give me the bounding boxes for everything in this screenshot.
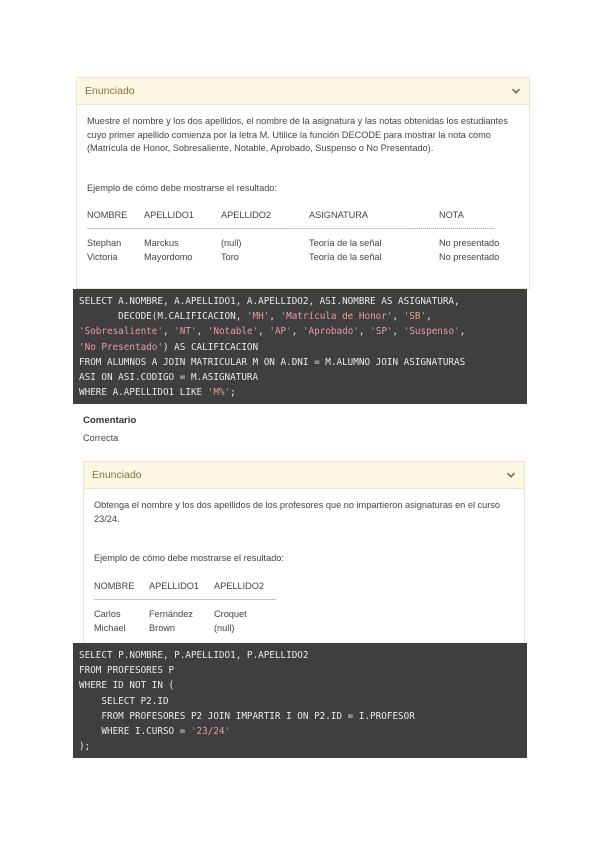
code-string: 'AP' [269,326,292,338]
code-line: ASI ON ASI.CODIGO = M.ASIGNATURA [79,372,259,384]
code-line: WHERE I.CURSO = [79,726,191,738]
example-title: Ejemplo de cómo debe mostrarse el resultado: [87,182,277,193]
cell: Michael [94,622,126,633]
sql-code-block-2 [73,643,527,758]
example-title: Ejemplo de cómo debe mostrarse el resultado: [94,553,284,563]
code-string: 'M%' [207,387,231,399]
table-row [94,608,284,622]
code-line: SELECT P.NOMBRE, P.APELLIDO1, P.APELLIDO2 [79,650,309,661]
code-string: 'No Presentado' [79,341,163,353]
example-result-table [94,580,284,636]
code-line: SELECT P2.ID [79,695,169,707]
cell: Victoria [87,252,118,263]
statement-text: Obtenga el nombre y los dos apellidos de los profesores que no impartieron asignaturas en el curso 23/24. [94,500,501,524]
column-header: APELLIDO2 [214,580,265,591]
chevron-down-icon[interactable] [506,470,516,480]
comment-text: Correcta [83,433,119,443]
code-string: 'Suspenso' [403,326,460,338]
code-string: 'Matrícula de Honor' [280,311,393,323]
column-header: NOMBRE [94,580,135,591]
code-line: ; [230,387,236,399]
cell: No presentado [439,238,500,249]
column-header: ASIGNATURA [309,210,369,221]
statement-header-label: Enunciado [92,469,142,481]
code-string: 'SB' [403,311,427,323]
code-string: 'NT' [174,326,197,338]
cell: Fernández [149,608,193,619]
code-line: FROM PROFESORES P [79,665,175,677]
column-header: APELLIDO1 [149,580,200,591]
table-row [94,622,284,636]
statement-card-1 [76,77,530,289]
statement-header-2[interactable] [84,462,524,489]
statement-text: Muestre el nombre y los dos apellidos, el nombre de la asignatura y las notas obtenidas los estudiantes cuyo primer apellido comienza por la letra M. Utilice la función DECODE para mostrar la nota como (Matrícula de Honor, Sobresaliente, Notable, Aprobado, Suspenso o No Presentado). [87,116,508,153]
column-header: NOTA [439,210,464,221]
code-string: 'Notable' [207,326,259,338]
code-string: 'Aprobado' [302,326,359,338]
cell: Stephan [87,238,122,249]
cell: (null) [214,622,235,633]
column-header: APELLIDO1 [144,210,195,221]
statement-header-1[interactable] [77,78,529,105]
code-line: SELECT A.NOMBRE, A.APELLIDO1, A.APELLIDO2, ASI.NOMBRE AS ASIGNATURA, [79,296,460,307]
column-header: APELLIDO2 [221,210,272,221]
cell: Carlos [94,608,121,619]
code-line: ) AS CALIFICACION [162,341,259,353]
cell: Brown [149,622,176,633]
example-result-table [87,209,517,265]
cell: Croquet [214,608,247,619]
cell: Marckus [144,238,179,249]
code-line: FROM PROFESORES P2 JOIN IMPARTIR I ON P2.ID = I.PROFESOR [79,710,415,722]
dash-separator: ------------------------------------------------------------------------------------------- [94,596,276,603]
code-line: WHERE A.APELLIDO1 LIKE [79,387,208,399]
sql-code-block-1: SELECT A.NOMBRE, A.APELLIDO1, A.APELLIDO2, ASI.NOMBRE AS ASIGNATURA, DECODE(M.CALIFICACION, 'MH', 'Matrícula de Honor', 'SB', 'Sobresaliente', 'NT', 'Notable', 'AP', 'Aprobado', 'SP', 'Suspenso', 'No Presentado') AS CALIFICACION FROM ALUMNOS A JOIN MATRICULAR M ON A.DNI = M.ALUMNO JOIN ASIGNATURAS ASI ON ASI.CODIGO = M.ASIGNATURA WHERE A.APELLIDO1 LIKE 'M%'; [73,289,527,404]
table-row [87,237,517,251]
table-row [87,251,517,265]
dash-separator: ------------------------------------------------------------------------------------------------------------------------------------------------------------------------------------------------------------ [87,226,495,233]
comment-title: Comentario [83,415,137,426]
cell: Teoría de la señal [309,238,382,249]
code-string: 'Sobresaliente' [79,326,163,338]
code-string: 'MH' [246,311,270,323]
code-string: 'SP' [370,326,393,338]
cell: Toro [221,252,239,263]
statement-card-2 [83,461,525,644]
chevron-down-icon[interactable] [511,86,521,96]
code-line: DECODE(M.CALIFICACION, [79,311,247,323]
cell: No presentado [439,252,500,263]
code-line: ); [79,741,91,753]
cell: Mayordomo [144,252,193,263]
code-line: FROM ALUMNOS A JOIN MATRICULAR M ON A.DNI = M.ALUMNO JOIN ASIGNATURAS [79,356,466,368]
code-line: WHERE ID NOT IN ( [79,680,175,692]
cell: Teoría de la señal [309,252,382,263]
column-header: NOMBRE [87,210,128,221]
statement-header-label: Enunciado [85,85,135,97]
code-string: '23/24' [190,726,231,738]
cell: (null) [221,238,242,249]
